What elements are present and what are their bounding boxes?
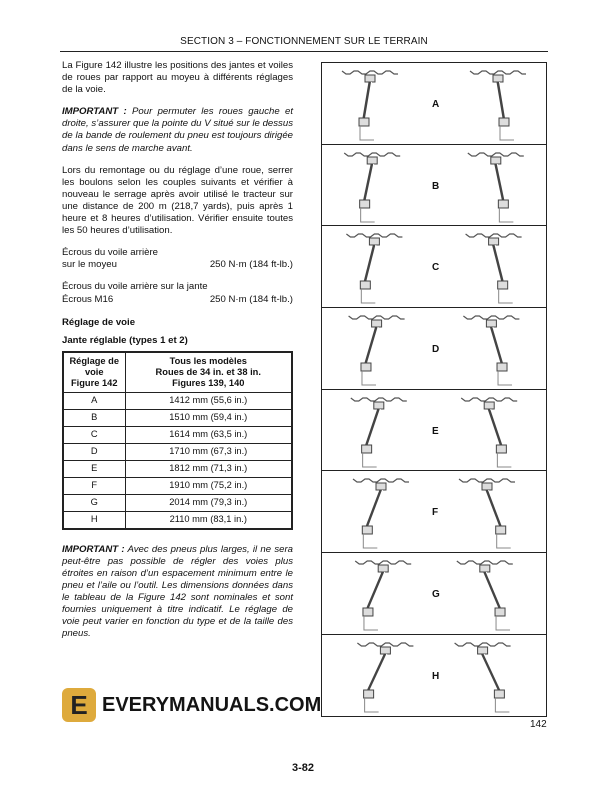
important-text: Pour permuter les roues gauche et droite, s’assurer que la pointe du V situé sur le dessus de la bande de roulement du pneu est toujours dirigée dans le sens de marche avant. — [62, 106, 294, 154]
torque-value: 250 N·m (184 ft-lb.) — [209, 259, 293, 271]
intro-paragraph: La Figure 142 illustre les positions des jantes et voiles de roues par rapport au moyeu à différents réglages de la voie. — [62, 60, 293, 96]
table-row — [63, 426, 292, 443]
important-text: Avec des pneus plus larges, il ne sera peut-être pas possible de régler des voies plus étroites en raison d’un espacement minimum entre le pneu et l’aile ou l’outil. Les dimensions données dans le tableau de la Figure 142 sont nominales et sont fournies uniquement à titre indicatif. Le réglage de voie peut varier en fonction du type et de la taille des pneus. — [62, 543, 293, 640]
table-row — [63, 392, 292, 409]
track-width-cell: 2110 mm (83,1 in.) — [125, 511, 292, 529]
panel-label: D — [432, 344, 440, 356]
wheel-panel — [322, 553, 546, 635]
track-width-cell: 1412 mm (55,6 in.) — [125, 392, 292, 409]
torque-label: sur le moyeu — [62, 259, 117, 271]
panel-label: B — [432, 180, 440, 192]
important-label: IMPORTANT : — [62, 543, 125, 555]
torque-label: Écrous du voile arrière sur la jante — [62, 281, 208, 293]
track-width-cell: 1614 mm (63,5 in.) — [125, 426, 292, 443]
panel-label: C — [432, 262, 440, 274]
subsection-heading: Jante réglable (types 1 et 2) — [62, 334, 188, 346]
text-column — [62, 60, 293, 651]
col-header-setting: Réglage de voie Figure 142 — [63, 352, 125, 393]
torque-label: Écrous M16 — [62, 293, 114, 305]
setting-cell: A — [63, 392, 125, 409]
panel-label: F — [432, 507, 439, 519]
setting-cell: E — [63, 460, 125, 477]
table-row — [63, 409, 292, 426]
torque-spec-1 — [62, 247, 293, 271]
setting-cell: F — [63, 477, 125, 494]
wheel-panel — [322, 471, 546, 553]
track-width-cell: 1710 mm (67,3 in.) — [125, 443, 292, 460]
section-heading: Réglage de voie — [62, 316, 136, 328]
wheel-panel — [322, 635, 546, 717]
panel-label: E — [432, 425, 439, 437]
table-row — [63, 460, 292, 477]
wheel-panel — [322, 308, 546, 390]
wheel-panel — [322, 390, 546, 472]
wheel-panel — [322, 145, 546, 227]
wheel-panel — [322, 226, 546, 308]
setting-cell: H — [63, 511, 125, 529]
setting-cell: G — [63, 494, 125, 511]
torque-paragraph: Lors du remontage ou du réglage d’une roue, serrer les boulons selon les couples suivants et vérifier à nouveau le serrage après avoir utilisé le tracteur sur une distance de 200 m (218,7 yards), puis après 1 heure et 8 heures d’utilisation. Vérifier ensuite toutes les 50 heures d’utilisation. — [62, 164, 293, 237]
table-row — [63, 443, 292, 460]
setting-cell: B — [63, 409, 125, 426]
torque-spec-2 — [62, 281, 293, 305]
torque-value: 250 N·m (184 ft-lb.) — [209, 293, 293, 305]
col-header-models: Tous les modèles Roues de 34 in. et 38 in. Figures 139, 140 — [125, 352, 292, 393]
table-row — [63, 511, 292, 529]
important-label: IMPORTANT : — [62, 106, 127, 118]
important-note-2 — [62, 544, 293, 641]
figure-number: 142 — [530, 719, 547, 730]
header-rule — [60, 51, 548, 52]
wheel-panel — [322, 63, 546, 145]
watermark: EVERYMANUALS.COM — [102, 694, 322, 716]
watermark-logo: E — [62, 688, 96, 722]
track-width-cell: 1910 mm (75,2 in.) — [125, 477, 292, 494]
table-row — [63, 494, 292, 511]
section-header: SECTION 3 – FONCTIONNEMENT SUR LE TERRAIN — [180, 36, 428, 47]
panel-label: G — [432, 589, 440, 601]
table-row — [63, 477, 292, 494]
setting-cell: D — [63, 443, 125, 460]
important-note-1 — [62, 106, 293, 154]
torque-label: Écrous du voile arrière — [62, 247, 158, 259]
panel-label: A — [432, 99, 440, 110]
track-width-cell: 1812 mm (71,3 in.) — [125, 460, 292, 477]
wheel-position-figure — [321, 62, 547, 717]
track-width-cell: 1510 mm (59,4 in.) — [125, 409, 292, 426]
track-width-table — [62, 351, 293, 530]
track-width-cell: 2014 mm (79,3 in.) — [125, 494, 292, 511]
panel-label: H — [432, 670, 440, 682]
page-number: 3-82 — [292, 762, 315, 774]
setting-cell: C — [63, 426, 125, 443]
